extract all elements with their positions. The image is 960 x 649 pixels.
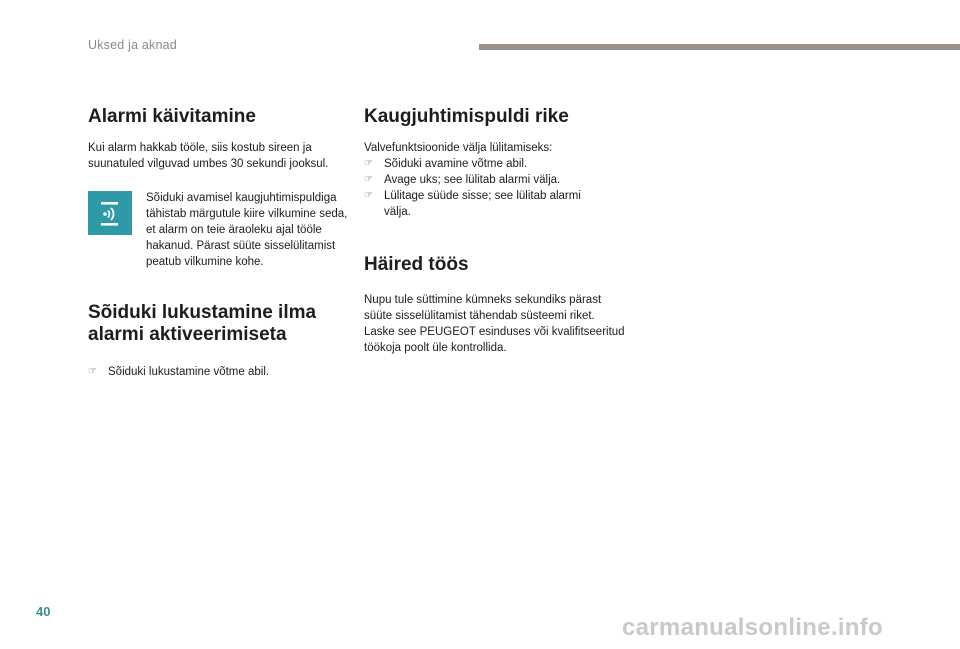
- alarm-note: [88, 190, 350, 270]
- lock-bullet-list: [88, 364, 350, 380]
- page-number: 40: [36, 604, 51, 619]
- bullet-marker-icon: ☞: [88, 366, 97, 377]
- list-item: ☞ Lülitage süüde sisse; see lülitab alarmi välja.: [364, 190, 581, 218]
- remote-bullet-list: [364, 156, 626, 220]
- list-item: ☞ Sõiduki avamine võtme abil.: [364, 158, 528, 170]
- list-item: ☞ Sõiduki lukustamine võtme abil.: [88, 366, 270, 378]
- fault-text: Nupu tule süttimine kümneks sekundiks pärast süüte sisselülitamist tähendab süsteemi riket. Laske see PEUGEOT esinduses või kvalifitseeritud töökoja poolt üle kontrollida.: [364, 294, 625, 354]
- header-bar: [479, 44, 960, 50]
- watermark: carmanualsonline.info: [622, 614, 884, 641]
- list-item: ☞ Avage uks; see lülitab alarmi välja.: [364, 174, 561, 186]
- remote-intro: Valvefunktsioonide välja lülitamiseks:: [364, 142, 553, 154]
- fault-heading: Häired töös: [364, 254, 469, 275]
- section-title: Uksed ja aknad: [88, 38, 177, 52]
- bullet-marker-icon: ☞: [364, 190, 373, 201]
- alarm-text: Kui alarm hakkab tööle, siis kostub sireen ja suunatuled vilguvad umbes 30 sekundi jooksul.: [88, 142, 329, 170]
- bullet-marker-icon: ☞: [364, 158, 373, 169]
- alarm-heading: Alarmi käivitamine: [88, 106, 256, 127]
- remote-signal-icon: [88, 191, 132, 235]
- lock-heading: Sõiduki lukustamine ilma alarmi aktiveerimiseta: [88, 302, 317, 345]
- bullet-marker-icon: ☞: [364, 174, 373, 185]
- right-column: [364, 106, 626, 356]
- remote-heading: Kaugjuhtimispuldi rike: [364, 106, 569, 127]
- left-column: [88, 106, 350, 380]
- alarm-note-text: Sõiduki avamisel kaugjuhtimispuldiga tähistab märgutule kiire vilkumine seda, et alarm on teie äraoleku ajal tööle hakanud. Pärast süüte sisselülitamist peatub vilkumine kohe.: [146, 192, 348, 268]
